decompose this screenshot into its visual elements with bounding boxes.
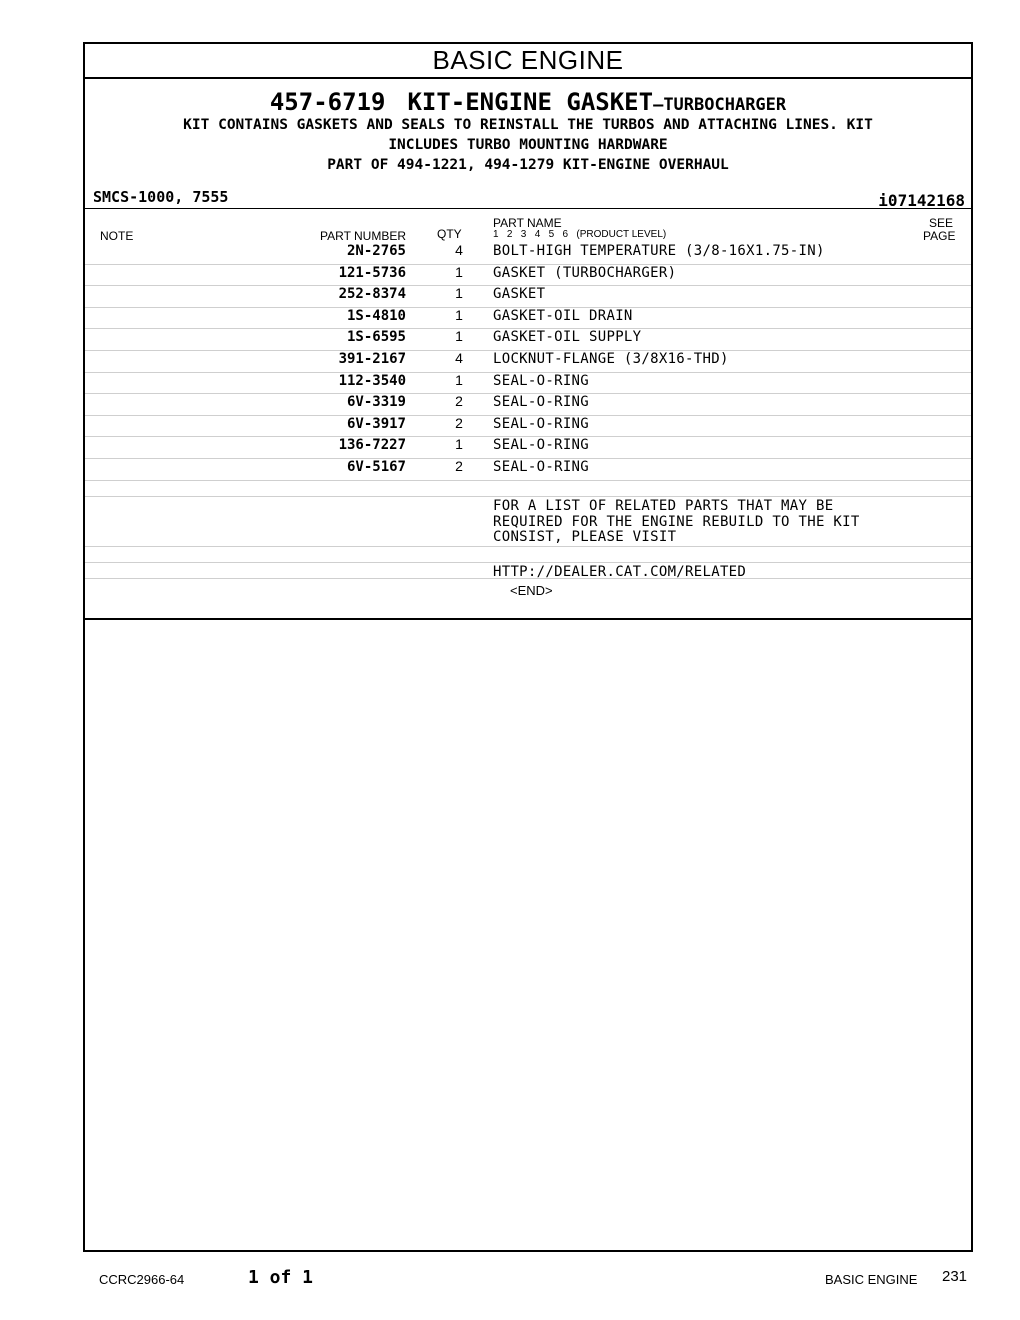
kit-name-suffix: —TURBOCHARGER — [653, 95, 787, 115]
part-qty: 1 — [455, 285, 463, 302]
header-rule — [85, 208, 971, 209]
part-qty: 1 — [455, 328, 463, 345]
part-qty: 4 — [455, 350, 463, 366]
col-part-number: PART NUMBER — [320, 229, 407, 243]
row-separator — [85, 578, 971, 579]
part-qty: 2 — [455, 414, 463, 431]
related-parts-note-line2: REQUIRED FOR THE ENGINE REBUILD TO THE KIT — [493, 514, 860, 530]
kit-number: 457-6719 — [269, 88, 386, 116]
col-product-levels: 1 2 3 4 5 6 (PRODUCT LEVEL) — [493, 229, 667, 240]
part-qty: 1 — [455, 436, 463, 453]
table-row — [85, 415, 971, 438]
table-row — [85, 393, 971, 416]
table-row — [85, 350, 971, 373]
col-note: NOTE — [100, 229, 134, 243]
part-name: GASKET — [493, 286, 546, 303]
row-separator — [85, 546, 971, 547]
part-name: GASKET-OIL DRAIN — [493, 307, 633, 324]
content-bottom-rule — [85, 618, 971, 620]
related-parts-note-line3: CONSIST, PLEASE VISIT — [493, 529, 677, 545]
kit-title — [85, 88, 971, 116]
smcs-code: SMCS-1000, 7555 — [93, 188, 229, 206]
illustration-id: i07142168 — [878, 191, 965, 210]
footer-section: BASIC ENGINE — [825, 1272, 918, 1287]
part-qty: 1 — [455, 306, 463, 323]
table-row — [85, 242, 971, 265]
part-name: LOCKNUT-FLANGE (3/8X16-THD) — [493, 351, 729, 367]
table-row — [85, 307, 971, 330]
row-separator — [85, 562, 971, 563]
kit-part-of: PART OF 494-1221, 494-1279 KIT-ENGINE OVERHAUL — [327, 157, 729, 173]
part-qty: 4 — [455, 242, 463, 258]
table-row — [85, 458, 971, 481]
part-name: SEAL-O-RING — [493, 459, 590, 475]
part-qty: 2 — [455, 458, 463, 474]
section-title: BASIC ENGINE — [85, 44, 971, 79]
part-name: GASKET-OIL SUPPLY — [493, 329, 642, 346]
table-row — [85, 328, 971, 351]
part-name: SEAL-O-RING — [493, 394, 590, 411]
row-separator — [85, 496, 971, 497]
footer-page-number: 231 — [942, 1268, 968, 1285]
table-row — [85, 372, 971, 395]
part-number: 1S-6595 — [346, 329, 406, 346]
end-marker: <END> — [510, 583, 553, 598]
kit-name: KIT-ENGINE GASKET — [407, 88, 654, 116]
related-parts-url: HTTP://DEALER.CAT.COM/RELATED — [493, 564, 747, 580]
part-number: 6V-5167 — [346, 459, 406, 475]
part-number: 391-2167 — [338, 351, 406, 367]
part-number: 112-3540 — [338, 372, 406, 389]
table-row — [85, 285, 971, 308]
part-number: 2N-2765 — [346, 243, 406, 259]
table-row — [85, 436, 971, 459]
footer-page-of: 1 of 1 — [248, 1267, 314, 1288]
part-qty: 2 — [455, 393, 463, 410]
part-number: 1S-4810 — [346, 307, 406, 324]
part-number: 136-7227 — [338, 437, 406, 454]
part-name: GASKET (TURBOCHARGER) — [493, 264, 677, 281]
part-name: SEAL-O-RING — [493, 437, 590, 454]
col-part-name: PART NAME — [493, 216, 562, 230]
part-number: 121-5736 — [338, 264, 406, 281]
kit-description-line1: KIT CONTAINS GASKETS AND SEALS TO REINSTALL THE TURBOS AND ATTACHING LINES. KIT — [183, 117, 873, 133]
part-name: SEAL-O-RING — [493, 415, 590, 432]
col-page: PAGE — [923, 229, 956, 243]
part-number: 6V-3917 — [346, 415, 406, 432]
page-frame — [83, 42, 973, 1252]
part-name: SEAL-O-RING — [493, 372, 590, 389]
related-parts-note-line1: FOR A LIST OF RELATED PARTS THAT MAY BE — [493, 498, 834, 514]
col-see: SEE — [929, 216, 954, 230]
part-number: 6V-3319 — [346, 394, 406, 411]
footer-doc-code: CCRC2966-64 — [99, 1272, 185, 1287]
col-qty: QTY — [437, 227, 462, 241]
table-row — [85, 264, 971, 287]
part-qty: 1 — [455, 263, 463, 280]
row-separator — [85, 480, 971, 481]
part-qty: 1 — [455, 371, 463, 388]
part-number: 252-8374 — [338, 286, 406, 303]
part-name: BOLT-HIGH TEMPERATURE (3/8-16X1.75-IN) — [493, 243, 825, 259]
kit-description-line2: INCLUDES TURBO MOUNTING HARDWARE — [388, 137, 668, 153]
